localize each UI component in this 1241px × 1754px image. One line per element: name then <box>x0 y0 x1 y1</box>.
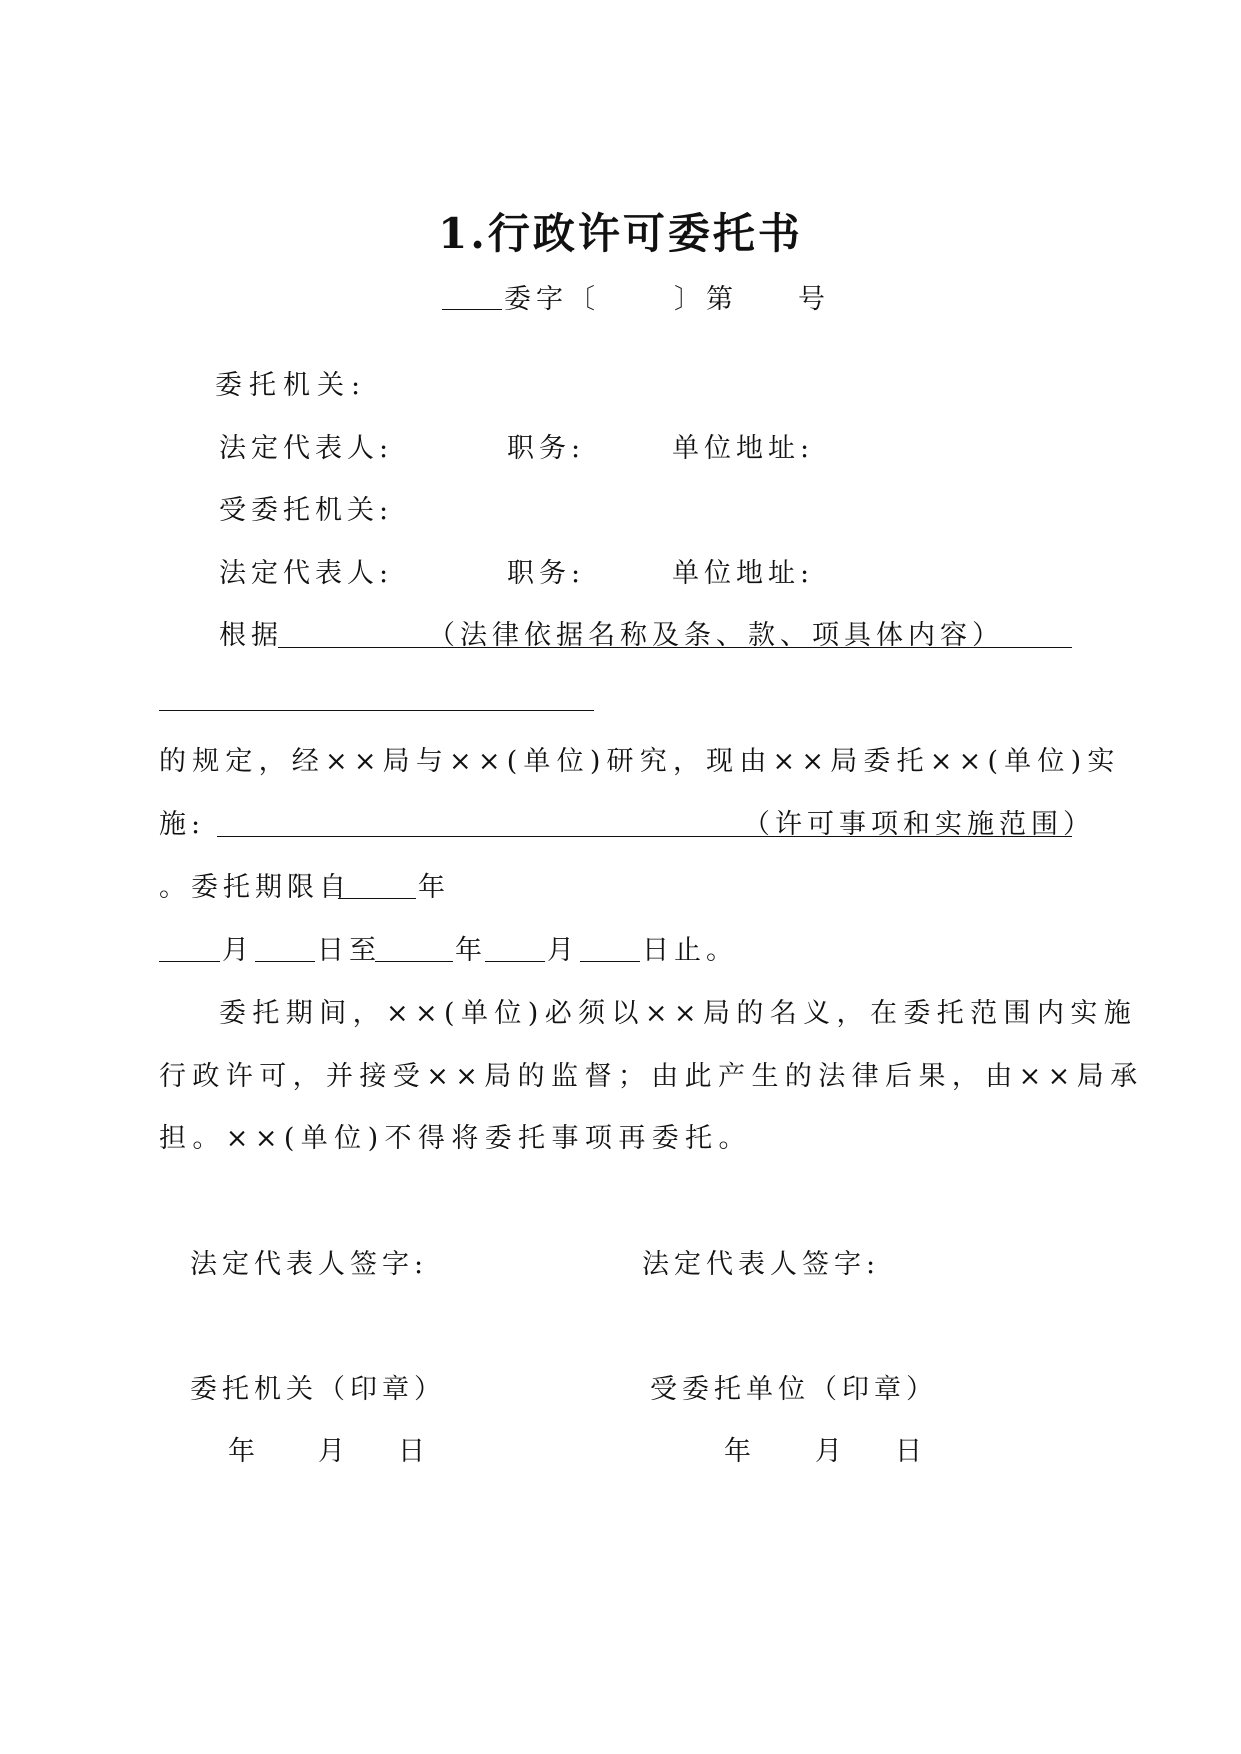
document-title: 1.行政许可委托书 <box>438 209 803 258</box>
term-start-year-blank <box>338 898 416 899</box>
term-end-year: 年 <box>455 935 487 966</box>
position-label-2: 职务: <box>507 558 586 589</box>
term-day-to: 日至 <box>317 935 381 966</box>
doc-number-di: 〕第 <box>674 284 738 315</box>
doc-number-wei-zi: 委字〔 <box>504 284 600 315</box>
legal-rep-label-1: 法定代表人: <box>219 433 394 464</box>
right-seal-label: 受委托单位（印章） <box>650 1374 938 1405</box>
paragraph-2-line-1: 委托期间，××(单位)必须以××局的名义，在委托范围内实施 <box>219 998 1138 1029</box>
implement-hint: （许可事项和实施范围） <box>743 809 1095 840</box>
doc-number-blank <box>442 309 502 310</box>
left-date-day: 日 <box>398 1436 430 1467</box>
left-date-year: 年 <box>228 1436 260 1467</box>
position-label-1: 职务: <box>507 433 586 464</box>
right-signature-label: 法定代表人签字: <box>642 1249 881 1280</box>
term-end-year-blank <box>375 961 453 962</box>
left-signature-label: 法定代表人签字: <box>190 1249 429 1280</box>
basis-blank-continued <box>159 710 594 711</box>
doc-number-hao: 号 <box>798 284 830 315</box>
right-date-month: 月 <box>815 1436 847 1467</box>
paragraph-2-line-3: 担。××(单位)不得将委托事项再委托。 <box>159 1123 752 1154</box>
basis-prefix: 根据 <box>219 620 283 651</box>
term-end-day-blank <box>580 961 640 962</box>
right-date-day: 日 <box>895 1436 927 1467</box>
term-end-month: 月 <box>547 935 579 966</box>
implement-prefix: 施: <box>159 809 206 840</box>
left-seal-label: 委托机关（印章） <box>190 1374 446 1405</box>
term-day-end: 日止。 <box>642 935 738 966</box>
paragraph-1: 的规定，经××局与××(单位)研究，现由××局委托××(单位)实 <box>159 746 1121 777</box>
term-start: 。委托期限自 <box>159 872 351 903</box>
entrusting-org-label: 委托机关: <box>215 370 368 401</box>
term-start-year: 年 <box>418 872 450 903</box>
address-label-2: 单位地址: <box>672 558 815 589</box>
paragraph-2-line-2: 行政许可，并接受××局的监督；由此产生的法律后果，由××局承 <box>159 1061 1144 1092</box>
term-start-day-blank <box>255 961 315 962</box>
left-date-month: 月 <box>318 1436 350 1467</box>
term-start-month: 月 <box>222 935 254 966</box>
basis-hint: （法律依据名称及条、款、项具体内容） <box>428 620 1004 651</box>
term-start-month-blank <box>159 961 220 962</box>
legal-rep-label-2: 法定代表人: <box>219 558 394 589</box>
term-end-month-blank <box>485 961 545 962</box>
right-date-year: 年 <box>724 1436 756 1467</box>
address-label-1: 单位地址: <box>672 433 815 464</box>
entrusted-org-label: 受委托机关: <box>219 495 394 526</box>
